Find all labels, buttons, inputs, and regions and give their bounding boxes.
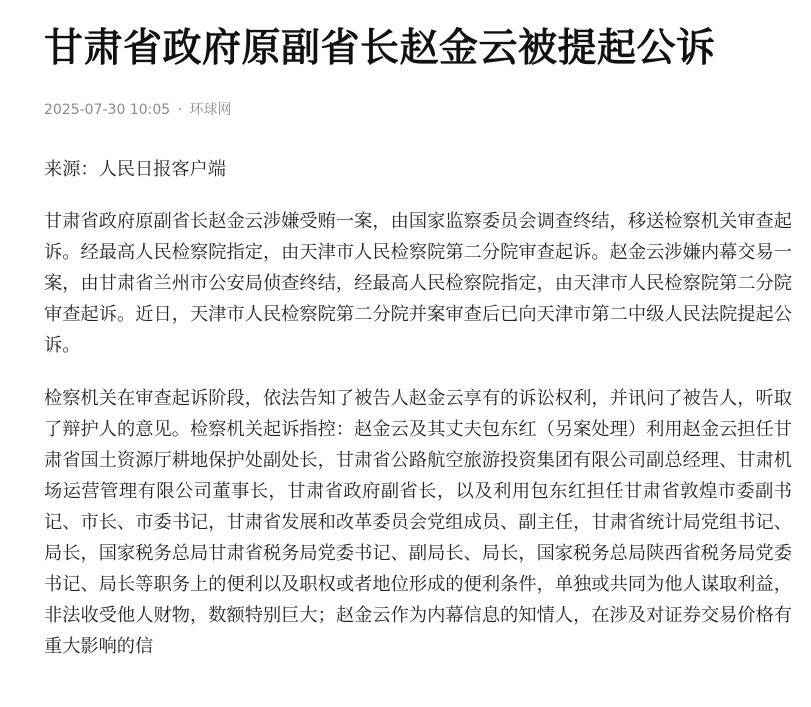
article-meta (44, 100, 792, 120)
article (44, 22, 792, 684)
article-paragraph-1: 甘肃省政府原副省长赵金云涉嫌受贿一案，由国家监察委员会调查终结，移送检察机关审查起诉。经最高人民检察院指定，由天津市人民检察院第二分院审查起诉。赵金云涉嫌内幕交易一案，由甘肃省兰州市公安局侦查终结，经最高人民检察院指定，由天津市人民检察院第二分院审查起诉。近日，天津市人民检察院第二分院并案审查后已向天津市第二中级人民法院提起公诉。 (44, 211, 792, 356)
article-title: 甘肃省政府原副省长赵金云被提起公诉 (44, 26, 716, 71)
meta-separator: · (177, 102, 183, 118)
source-line: 来源：人民日报客户端 (44, 159, 226, 180)
article-paragraph-2: 检察机关在审查起诉阶段，依法告知了被告人赵金云享有的诉讼权利，并讯问了被告人，听取了辩护人的意见。检察机关起诉指控：赵金云及其丈夫包东红（另案处理）利用赵金云担任甘肃省国土资源厅耕地保护处副处长，甘肃省公路航空旅游投资集团有限公司副总经理、甘肃机场运营管理有限公司董事长，甘肃省政府副省长，以及利用包东红担任甘肃省敦煌市委副书记、市长、市委书记，甘肃省发展和改革委员会党组成员、副主任，甘肃省统计局党组书记、局长，国家税务总局甘肃省税务局党委书记、副局长、局长，国家税务总局陕西省税务局党委书记、局长等职务上的便利以及职权或者地位形成的便利条件，单独或共同为他人谋取利益，非法收受他人财物，数额特别巨大；赵金云作为内幕信息的知情人，在涉及对证券交易价格有重大影响的信 (44, 388, 792, 657)
article-body (44, 154, 792, 662)
publisher-link[interactable]: 环球网 (189, 102, 232, 118)
publish-date: 2025-07-30 10:05 (44, 102, 171, 118)
